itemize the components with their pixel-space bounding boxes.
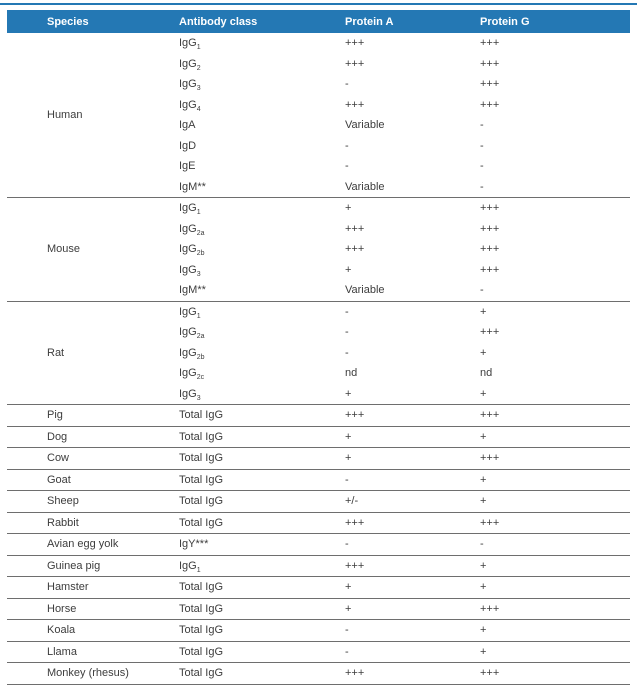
- protein-a-value-cell: -: [345, 160, 349, 173]
- protein-a-value-cell: +++: [345, 98, 365, 111]
- protein-a-value-cell: +++: [345, 516, 365, 529]
- species-group: [7, 448, 630, 470]
- antibody-class-cell: [179, 280, 345, 301]
- protein-a-value-cell: +++: [345, 409, 365, 422]
- protein-g-value-cell: +++: [480, 409, 500, 422]
- antibody-asterisks: ***: [195, 538, 209, 551]
- protein-g-value-cell: +: [480, 495, 487, 508]
- species-group: [7, 198, 630, 302]
- species-group: [7, 663, 630, 685]
- column-header-protein-a: Protein A: [345, 10, 480, 33]
- antibody-base: IgG: [179, 559, 197, 572]
- protein-g-value-cell: -: [480, 284, 484, 297]
- antibody-class-cell: [179, 641, 345, 663]
- protein-g-value-cell: +++: [480, 57, 500, 70]
- antibody-class-cell: [179, 301, 345, 322]
- protein-a-value-cell: +: [345, 387, 352, 400]
- antibody-class-cell: [179, 405, 345, 427]
- antibody-subscript: 3: [196, 270, 201, 278]
- table-row: [7, 534, 630, 556]
- table-row: [7, 555, 630, 577]
- antibody-base: IgD: [179, 139, 197, 152]
- antibody-class-cell: [179, 54, 345, 75]
- column-header-species: Species: [7, 10, 179, 33]
- protein-g-value-cell: nd: [480, 367, 493, 380]
- species-group: [7, 620, 630, 642]
- table-row: [7, 469, 630, 491]
- table-row: [7, 33, 630, 54]
- antibody-base: IgG: [179, 367, 197, 380]
- antibody-subscript: 1: [196, 44, 201, 52]
- header-row: [7, 10, 630, 33]
- protein-g-value-cell: +++: [480, 98, 500, 111]
- antibody-subscript: 2a: [196, 229, 205, 237]
- antibody-subscript: 2b: [196, 250, 205, 258]
- protein-a-value-cell: +++: [345, 559, 365, 572]
- antibody-class-cell: [179, 136, 345, 157]
- antibody-class-cell: [179, 555, 345, 577]
- protein-a-value-cell: -: [345, 473, 349, 486]
- protein-g-value-cell: +++: [480, 667, 500, 680]
- protein-a-value-cell: +: [345, 581, 352, 594]
- antibody-asterisks: **: [197, 180, 206, 193]
- species-group: [7, 534, 630, 556]
- species-group: [7, 426, 630, 448]
- species-group: [7, 577, 630, 599]
- antibody-base: IgG: [179, 202, 197, 215]
- protein-g-value-cell: +: [480, 346, 487, 359]
- protein-a-value-cell: +: [345, 430, 352, 443]
- antibody-base: Total IgG: [179, 581, 224, 594]
- table-row: [7, 405, 630, 427]
- antibody-base: IgM: [179, 284, 198, 297]
- antibody-asterisks: **: [197, 284, 206, 297]
- protein-a-value-cell: +: [345, 602, 352, 615]
- antibody-base: IgG: [179, 78, 197, 91]
- species-group: [7, 301, 630, 405]
- protein-g-value-cell: +: [480, 387, 487, 400]
- antibody-subscript: 1: [196, 312, 201, 320]
- protein-a-value-cell: +/-: [345, 495, 359, 508]
- protein-g-value-cell: +++: [480, 243, 500, 256]
- table-row: [7, 198, 630, 219]
- species-group: [7, 598, 630, 620]
- antibody-base: IgG: [179, 263, 197, 276]
- antibody-base: Total IgG: [179, 624, 224, 637]
- antibody-subscript: 3: [196, 85, 201, 93]
- antibody-class-cell: [179, 343, 345, 364]
- table-row: [7, 663, 630, 685]
- protein-g-value-cell: -: [480, 139, 484, 152]
- protein-a-value-cell: +++: [345, 667, 365, 680]
- protein-g-value-cell: +++: [480, 263, 500, 276]
- column-header-protein-g: Protein G: [480, 10, 630, 33]
- table-row: [7, 301, 630, 322]
- protein-g-value-cell: +: [480, 624, 487, 637]
- antibody-class-cell: [179, 322, 345, 343]
- antibody-class-cell: [179, 491, 345, 513]
- protein-a-value-cell: +++: [345, 222, 365, 235]
- antibody-class-cell: [179, 95, 345, 116]
- antibody-base: IgG: [179, 346, 197, 359]
- species-cell: Sheep: [47, 495, 79, 508]
- species-group: [7, 33, 630, 198]
- antibody-subscript: 2a: [196, 333, 205, 341]
- antibody-class-cell: [179, 156, 345, 177]
- antibody-base: IgM: [179, 180, 198, 193]
- antibody-base: Total IgG: [179, 430, 224, 443]
- protein-g-value-cell: -: [480, 538, 484, 551]
- antibody-subscript: 2b: [196, 353, 205, 361]
- species-cell: Monkey (rhesus): [47, 667, 129, 680]
- protein-a-value-cell: +: [345, 202, 352, 215]
- antibody-class-cell: [179, 620, 345, 642]
- species-cell: Rat: [47, 346, 65, 359]
- antibody-base: Total IgG: [179, 495, 224, 508]
- antibody-class-cell: [179, 74, 345, 95]
- protein-g-value-cell: +: [480, 645, 487, 658]
- protein-g-value-cell: -: [480, 160, 484, 173]
- protein-g-value-cell: +++: [480, 602, 500, 615]
- protein-a-value-cell: -: [345, 326, 349, 339]
- antibody-class-cell: [179, 219, 345, 240]
- protein-g-value-cell: +: [480, 430, 487, 443]
- species-cell: Pig: [47, 409, 63, 422]
- species-cell: Koala: [47, 624, 76, 637]
- protein-g-value-cell: +: [480, 581, 487, 594]
- antibody-base: IgG: [179, 326, 197, 339]
- species-cell: Mouse: [47, 243, 81, 256]
- antibody-base: Total IgG: [179, 602, 224, 615]
- protein-a-value-cell: +++: [345, 243, 365, 256]
- antibody-class-cell: [179, 363, 345, 384]
- antibody-base: Total IgG: [179, 516, 224, 529]
- antibody-base: Total IgG: [179, 667, 224, 680]
- antibody-base: Total IgG: [179, 645, 224, 658]
- protein-g-value-cell: +++: [480, 37, 500, 50]
- antibody-class-cell: [179, 115, 345, 136]
- antibody-binding-table: [7, 10, 630, 685]
- table-row: [7, 448, 630, 470]
- antibody-base: IgG: [179, 222, 197, 235]
- table-row: [7, 641, 630, 663]
- protein-a-value-cell: -: [345, 305, 349, 318]
- species-group: [7, 405, 630, 427]
- column-header-antibody-class: Antibody class: [179, 10, 345, 33]
- antibody-subscript: 3: [196, 394, 201, 402]
- species-group: [7, 491, 630, 513]
- protein-g-value-cell: +++: [480, 516, 500, 529]
- top-rule: [0, 3, 637, 5]
- protein-a-value-cell: Variable: [345, 180, 385, 193]
- table-row: [7, 598, 630, 620]
- antibody-base: Total IgG: [179, 452, 224, 465]
- protein-a-value-cell: Variable: [345, 119, 385, 132]
- protein-a-value-cell: +: [345, 452, 352, 465]
- protein-a-value-cell: -: [345, 645, 349, 658]
- antibody-class-cell: [179, 260, 345, 281]
- species-group: [7, 555, 630, 577]
- protein-a-value-cell: +: [345, 263, 352, 276]
- species-cell: Llama: [47, 645, 77, 658]
- protein-g-value-cell: +++: [480, 202, 500, 215]
- protein-a-value-cell: -: [345, 78, 349, 91]
- protein-g-value-cell: -: [480, 119, 484, 132]
- species-cell: Rabbit: [47, 516, 79, 529]
- protein-g-value-cell: +: [480, 473, 487, 486]
- antibody-base: IgY: [179, 538, 196, 551]
- antibody-class-cell: [179, 469, 345, 491]
- species-cell: Horse: [47, 602, 77, 615]
- protein-a-value-cell: -: [345, 346, 349, 359]
- protein-g-value-cell: +++: [480, 222, 500, 235]
- protein-g-value-cell: +: [480, 305, 487, 318]
- species-cell: Cow: [47, 452, 70, 465]
- protein-a-value-cell: +++: [345, 57, 365, 70]
- antibody-class-cell: [179, 33, 345, 54]
- species-cell: Guinea pig: [47, 559, 101, 572]
- species-group: [7, 641, 630, 663]
- antibody-base: IgE: [179, 160, 196, 173]
- table-row: [7, 512, 630, 534]
- antibody-base: IgA: [179, 119, 196, 132]
- antibody-subscript: 2c: [196, 374, 205, 382]
- table-row: [7, 491, 630, 513]
- antibody-base: IgG: [179, 57, 197, 70]
- antibody-base: Total IgG: [179, 473, 224, 486]
- protein-g-value-cell: -: [480, 180, 484, 193]
- species-cell: Dog: [47, 430, 68, 443]
- antibody-class-cell: [179, 534, 345, 556]
- antibody-base: Total IgG: [179, 409, 224, 422]
- antibody-subscript: 1: [196, 566, 201, 574]
- protein-a-value-cell: -: [345, 538, 349, 551]
- antibody-base: IgG: [179, 305, 197, 318]
- antibody-class-cell: [179, 512, 345, 534]
- protein-a-value-cell: -: [345, 624, 349, 637]
- antibody-base: IgG: [179, 37, 197, 50]
- protein-g-value-cell: +++: [480, 452, 500, 465]
- antibody-subscript: 1: [196, 209, 201, 217]
- antibody-class-cell: [179, 598, 345, 620]
- antibody-class-cell: [179, 384, 345, 405]
- species-cell: Avian egg yolk: [47, 538, 119, 551]
- species-cell: Hamster: [47, 581, 89, 594]
- antibody-base: IgG: [179, 243, 197, 256]
- protein-g-value-cell: +++: [480, 78, 500, 91]
- protein-a-value-cell: -: [345, 139, 349, 152]
- table-row: [7, 620, 630, 642]
- species-group: [7, 512, 630, 534]
- antibody-base: IgG: [179, 387, 197, 400]
- species-cell: Goat: [47, 473, 71, 486]
- protein-a-value-cell: +++: [345, 37, 365, 50]
- antibody-class-cell: [179, 177, 345, 198]
- antibody-base: IgG: [179, 98, 197, 111]
- species-group: [7, 469, 630, 491]
- table-row: [7, 577, 630, 599]
- table-row: [7, 426, 630, 448]
- protein-a-value-cell: nd: [345, 367, 358, 380]
- protein-g-value-cell: +: [480, 559, 487, 572]
- antibody-class-cell: [179, 198, 345, 219]
- protein-g-value-cell: +++: [480, 326, 500, 339]
- protein-a-value-cell: Variable: [345, 284, 385, 297]
- antibody-class-cell: [179, 448, 345, 470]
- antibody-class-cell: [179, 663, 345, 685]
- antibody-class-cell: [179, 577, 345, 599]
- antibody-subscript: 2: [196, 64, 201, 72]
- antibody-subscript: 4: [196, 105, 201, 113]
- antibody-class-cell: [179, 426, 345, 448]
- antibody-class-cell: [179, 239, 345, 260]
- species-cell: Human: [47, 109, 83, 121]
